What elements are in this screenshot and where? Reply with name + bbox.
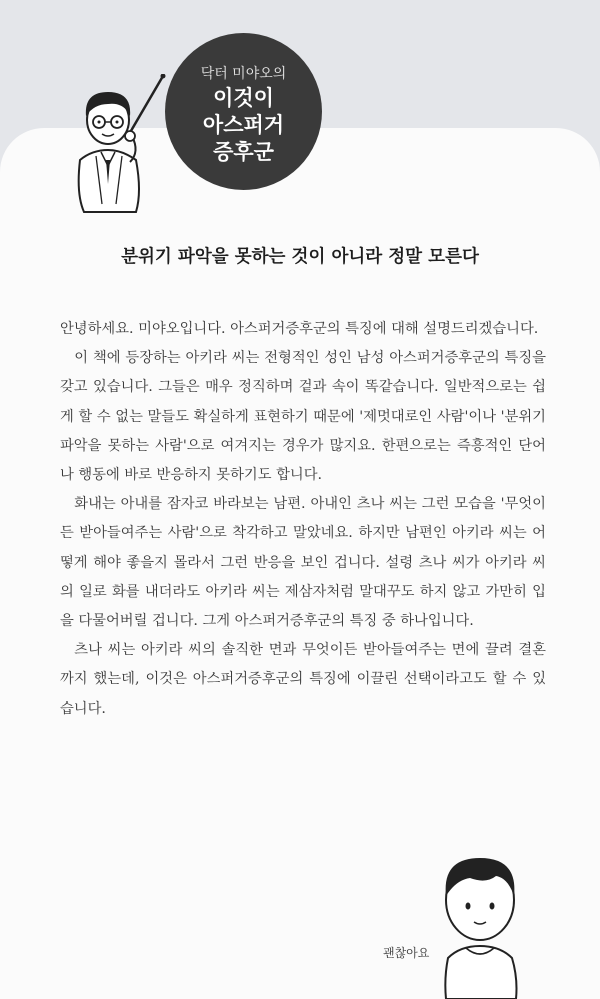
- badge-subtitle: 닥터 미야오의: [200, 66, 287, 82]
- badge-line-2: 아스퍼거: [202, 113, 285, 137]
- section-heading: 분위기 파악을 못하는 것이 아니라 정말 모른다: [121, 247, 479, 267]
- paragraph-2: 이 책에 등장하는 아키라 씨는 전형적인 성인 남성 아스퍼거증후군의 특징을 갖고 있습니다. 그들은 매우 정직하며 겉과 속이 똑같습니다. 일반적으로는 쉽게 할 수 없는 말들도 확실하게 표현하기 때문에 '제멋대로인 사람'이나 '분위기 파악을 못하는 사람'으로 여겨지는 경우가 많지요. 한편으로는 즉흥적인 단어나 행동에 바로 반응하지 못하기도 합니다.: [60, 350, 546, 484]
- paragraph-3: 화내는 아내를 잠자코 바라보는 남편. 아내인 츠나 씨는 그런 모습을 '무엇이든 받아들여주는 사람'으로 착각하고 말았네요. 하지만 남편인 아키라 씨는 어떻게 해야 좋을지 몰라서 그런 반응을 보인 겁니다. 설령 츠나 씨가 아키라 씨의 일로 화를 내더라도 아키라 씨는 제삼자처럼 말대꾸도 하지 않고 가만히 입을 다물어버릴 겁니다. 그게 아스퍼거증후군의 특징 중 하나입니다.: [60, 496, 546, 630]
- badge-line-1: 이것이: [213, 86, 274, 110]
- paragraph-1: 안녕하세요. 미야오입니다. 아스퍼거증후군의 특징에 대해 설명드리겠습니다.: [60, 321, 539, 337]
- badge-line-3: 증후군: [213, 140, 274, 164]
- title-badge: [165, 33, 322, 190]
- doctor-illustration: [66, 74, 166, 214]
- article-body: [60, 315, 546, 724]
- paragraph-4: 츠나 씨는 아키라 씨의 솔직한 면과 무엇이든 받아들여주는 면에 끌려 결혼까지 했는데, 이것은 아스퍼거증후군의 특징에 이끌린 선택이라고도 할 수 있습니다.: [60, 642, 546, 717]
- boy-speech-text: 괜찮아요: [383, 946, 430, 960]
- boy-illustration: [420, 838, 540, 999]
